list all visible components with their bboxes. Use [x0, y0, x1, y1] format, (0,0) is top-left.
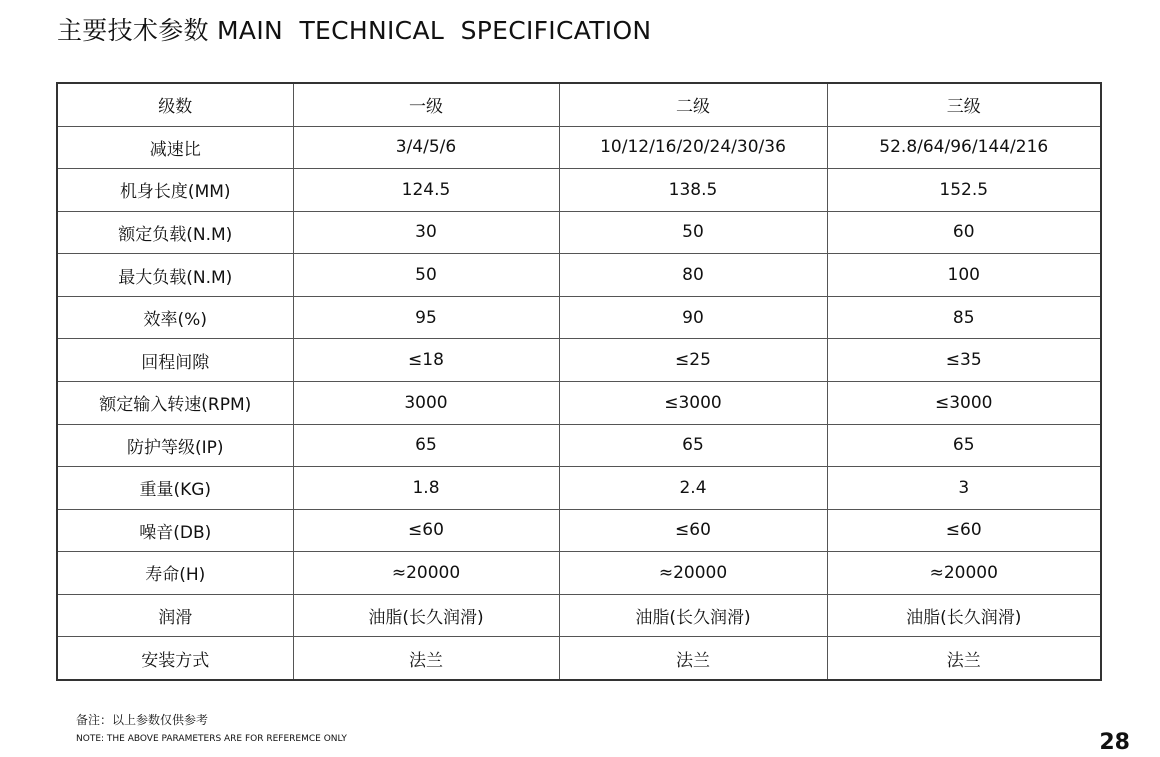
row-label-cell: 重量(KG) [57, 467, 293, 510]
value-cell: 油脂(长久润滑) [559, 594, 827, 637]
value-cell: 138.5 [559, 169, 827, 212]
table-header-row [57, 83, 1101, 126]
value-cell: 法兰 [293, 637, 559, 680]
value-cell: 60 [827, 211, 1101, 254]
value-cell: 124.5 [293, 169, 559, 212]
value-cell: ≈20000 [559, 552, 827, 595]
value-cell: ≤3000 [559, 381, 827, 424]
row-label-cell: 机身长度(MM) [57, 169, 293, 212]
value-cell: ≤60 [293, 509, 559, 552]
row-label-cell: 额定负载(N.M) [57, 211, 293, 254]
page-title: 主要技术参数 MAIN TECHNICAL SPECIFICATION [57, 16, 652, 45]
value-cell: 3 [827, 467, 1101, 510]
value-cell: ≤60 [827, 509, 1101, 552]
row-label-cell: 防护等级(IP) [57, 424, 293, 467]
row-label-cell: 减速比 [57, 126, 293, 169]
value-cell: 3000 [293, 381, 559, 424]
row-label-cell: 润滑 [57, 594, 293, 637]
spec-table-body [57, 83, 1101, 680]
table-row [57, 381, 1101, 424]
value-cell: 3/4/5/6 [293, 126, 559, 169]
table-row [57, 467, 1101, 510]
value-cell: ≤60 [559, 509, 827, 552]
value-cell: 85 [827, 296, 1101, 339]
value-cell: 30 [293, 211, 559, 254]
row-label-cell: 噪音(DB) [57, 509, 293, 552]
header-cell-stage-1: 一级 [293, 83, 559, 126]
page-number: 28 [1099, 730, 1130, 755]
value-cell: 65 [559, 424, 827, 467]
table-row [57, 509, 1101, 552]
table-row [57, 296, 1101, 339]
value-cell: 90 [559, 296, 827, 339]
table-row [57, 126, 1101, 169]
value-cell: 2.4 [559, 467, 827, 510]
value-cell: 50 [293, 254, 559, 297]
value-cell: ≈20000 [293, 552, 559, 595]
value-cell: ≤35 [827, 339, 1101, 382]
value-cell: 1.8 [293, 467, 559, 510]
value-cell: 法兰 [827, 637, 1101, 680]
value-cell: 油脂(长久润滑) [827, 594, 1101, 637]
value-cell: ≤25 [559, 339, 827, 382]
row-label-cell: 寿命(H) [57, 552, 293, 595]
table-row [57, 424, 1101, 467]
value-cell: ≈20000 [827, 552, 1101, 595]
value-cell: 95 [293, 296, 559, 339]
note-chinese: 备注：以上参数仅供参考 [76, 713, 209, 727]
value-cell: 80 [559, 254, 827, 297]
table-row [57, 552, 1101, 595]
value-cell: ≤3000 [827, 381, 1101, 424]
header-cell-stage-2: 二级 [559, 83, 827, 126]
note-english: NOTE: THE ABOVE PARAMETERS ARE FOR REFEREMCE ONLY [76, 734, 347, 744]
value-cell: 52.8/64/96/144/216 [827, 126, 1101, 169]
table-row [57, 637, 1101, 680]
row-label-cell: 安装方式 [57, 637, 293, 680]
header-cell-stage-3: 三级 [827, 83, 1101, 126]
value-cell: 152.5 [827, 169, 1101, 212]
value-cell: 100 [827, 254, 1101, 297]
value-cell: 法兰 [559, 637, 827, 680]
row-label-cell: 最大负载(N.M) [57, 254, 293, 297]
value-cell: 65 [827, 424, 1101, 467]
header-cell-stage: 级数 [57, 83, 293, 126]
row-label-cell: 效率(%) [57, 296, 293, 339]
value-cell: 油脂(长久润滑) [293, 594, 559, 637]
value-cell: ≤18 [293, 339, 559, 382]
table-row [57, 339, 1101, 382]
value-cell: 65 [293, 424, 559, 467]
spec-table [56, 82, 1102, 681]
table-row [57, 594, 1101, 637]
table-row [57, 169, 1101, 212]
row-label-cell: 回程间隙 [57, 339, 293, 382]
value-cell: 10/12/16/20/24/30/36 [559, 126, 827, 169]
table-row [57, 254, 1101, 297]
row-label-cell: 额定输入转速(RPM) [57, 381, 293, 424]
table-row [57, 211, 1101, 254]
value-cell: 50 [559, 211, 827, 254]
